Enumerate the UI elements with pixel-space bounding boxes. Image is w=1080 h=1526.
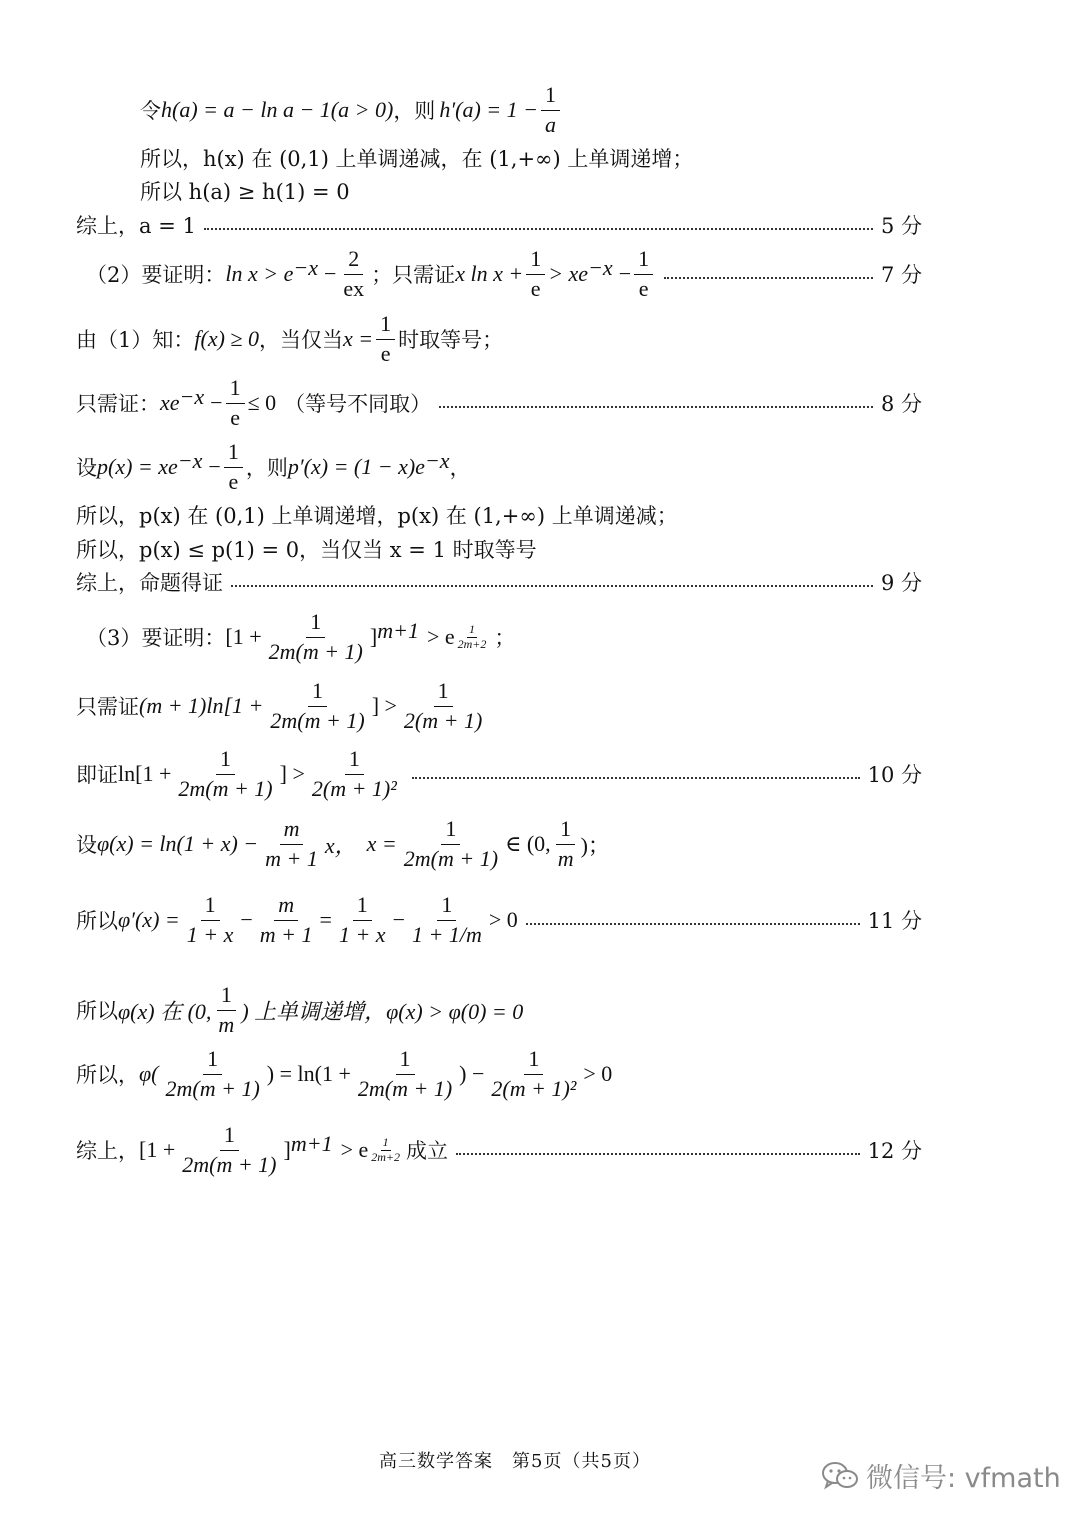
numerator: 1 xyxy=(217,983,236,1010)
watermark xyxy=(820,1456,1061,1495)
line-h-definition xyxy=(140,82,922,138)
text: 综上， xyxy=(76,1139,139,1163)
fraction xyxy=(335,893,390,946)
fraction xyxy=(178,1123,280,1176)
math: φ(x) 在 (0, xyxy=(118,998,212,1024)
math: x = xyxy=(342,326,374,351)
fraction xyxy=(308,747,401,800)
superscript: −x xyxy=(588,255,613,280)
score-label: 7 分 xyxy=(880,263,922,287)
numerator: 2 xyxy=(344,247,363,274)
math: ) = ln(1 + xyxy=(266,1061,351,1086)
text: 成立 xyxy=(406,1139,449,1163)
fraction xyxy=(376,312,395,365)
denominator: 2(m + 1) xyxy=(403,707,483,733)
text: 综上，命题得证 xyxy=(76,571,223,595)
denominator: e xyxy=(228,468,239,494)
score-label: 8 分 xyxy=(880,392,922,416)
math: − xyxy=(210,390,223,415)
exponent-fraction xyxy=(456,623,489,650)
numerator: 1 xyxy=(353,893,372,920)
text: 综上，a = 1 xyxy=(76,214,196,238)
math: > 0 xyxy=(488,907,518,932)
fraction xyxy=(408,893,486,946)
fraction xyxy=(256,893,317,946)
text: ，当仅当 xyxy=(258,328,343,352)
denominator: 2m(m + 1) xyxy=(182,1151,277,1177)
numerator: 1 xyxy=(216,747,235,774)
math: ] > xyxy=(279,761,305,786)
numerator: m xyxy=(280,817,304,844)
math: φ( xyxy=(139,1061,159,1086)
denominator: e xyxy=(230,404,240,430)
dotted-leader xyxy=(526,923,860,925)
math: ) 上单调递增，φ(x) > φ(0) = 0 xyxy=(241,998,524,1024)
math: φ(x) = ln(1 + x) − xyxy=(97,831,259,856)
text: ，则 xyxy=(245,456,288,480)
text: ；只需证 xyxy=(371,263,456,287)
text: 所以 xyxy=(76,999,118,1023)
numerator: 1 xyxy=(203,1047,222,1074)
math: [1 + xyxy=(225,624,262,649)
line-only-need-prove xyxy=(76,374,922,432)
numerator: 1 xyxy=(201,893,220,920)
superscript: m+1 xyxy=(290,1131,333,1156)
numerator: m xyxy=(274,893,298,920)
line-p-max xyxy=(76,534,922,564)
denominator: ex xyxy=(343,275,365,301)
line-conclusion-2 xyxy=(76,567,922,597)
math: − xyxy=(324,261,337,286)
math: − xyxy=(618,261,632,286)
fraction xyxy=(400,679,486,732)
fraction xyxy=(214,983,238,1036)
numerator: 1 xyxy=(441,817,460,844)
denominator: a xyxy=(544,111,556,137)
text: ，则 xyxy=(393,99,436,123)
line-part2-goal xyxy=(86,245,922,303)
math: p′(x) = (1 − x)e xyxy=(287,454,425,479)
dotted-leader xyxy=(456,1153,860,1155)
text: （等号不同取） xyxy=(284,392,432,416)
math: ) − xyxy=(459,1061,485,1086)
text: 设 xyxy=(76,456,97,480)
fraction xyxy=(541,83,560,136)
math: p(x) = xe xyxy=(97,454,178,479)
fraction xyxy=(174,747,276,800)
score-label: 10 分 xyxy=(867,763,922,787)
dotted-leader xyxy=(439,406,873,408)
superscript: m+1 xyxy=(377,618,419,643)
math: [1 + xyxy=(139,1137,176,1162)
line-conclusion-1 xyxy=(76,210,922,240)
text: 只需证 xyxy=(76,695,139,719)
math: > e xyxy=(426,624,455,649)
dotted-leader xyxy=(204,228,873,230)
math: x ln x + xyxy=(455,261,524,286)
dotted-leader xyxy=(412,777,860,779)
fraction xyxy=(226,376,245,429)
math: x = xyxy=(366,831,397,856)
text: 所以，p(x) ≤ p(1) = 0，当仅当 x = 1 时取等号 xyxy=(76,538,537,562)
fraction xyxy=(634,247,653,300)
text: 所以 h(a) ≥ h(1) = 0 xyxy=(140,180,350,204)
exponent-fraction xyxy=(369,1136,402,1163)
numerator: 1 xyxy=(226,376,245,403)
score-label: 11 分 xyxy=(867,909,922,933)
line-monotonicity-h xyxy=(140,143,922,173)
numerator: 1 xyxy=(345,747,364,774)
numerator: 1 xyxy=(396,1047,415,1074)
math: ] xyxy=(369,624,378,649)
text: 时取等号； xyxy=(398,328,504,352)
line-define-phi xyxy=(76,813,922,875)
math: ≤ 0 xyxy=(247,390,277,415)
math: h′(a) = 1 − xyxy=(439,97,538,122)
math: > e xyxy=(340,1137,369,1162)
math: − xyxy=(240,907,253,932)
page-footer: 高三数学答案 第5页（共5页） xyxy=(379,1451,651,1472)
text: （3）要证明： xyxy=(86,626,226,650)
denominator: m + 1 xyxy=(259,921,313,947)
text: ； xyxy=(494,626,516,650)
text: 即证 xyxy=(76,763,118,787)
math: ln[1 + xyxy=(118,761,172,786)
math: ] xyxy=(283,1137,291,1162)
denominator: 2(m + 1)² xyxy=(491,1075,577,1101)
denominator: e xyxy=(638,275,649,301)
numerator: 1 xyxy=(306,610,325,637)
text: 由（1）知： xyxy=(76,328,195,352)
fraction xyxy=(266,679,368,732)
line-define-p xyxy=(76,438,922,496)
fraction xyxy=(265,610,367,663)
text: 所以 xyxy=(76,909,118,933)
fraction xyxy=(554,817,578,870)
text: 只需证： xyxy=(76,392,160,416)
fraction xyxy=(224,440,243,493)
dotted-leader xyxy=(664,277,873,279)
numerator: 1 xyxy=(382,1135,389,1150)
math: ] > xyxy=(371,693,397,718)
numerator: 1 xyxy=(224,440,243,467)
numerator: 1 xyxy=(434,679,453,706)
math: h(a) = a − ln a − 1(a > 0) xyxy=(161,97,394,122)
line-part3-goal xyxy=(86,606,922,668)
dotted-leader xyxy=(231,585,873,587)
line-equivalent xyxy=(76,743,922,805)
denominator: 2m(m + 1) xyxy=(178,775,273,801)
denominator: 2m+2 xyxy=(457,636,487,651)
text: ， xyxy=(449,456,471,480)
denominator: 2m(m + 1) xyxy=(270,707,365,733)
line-phi-derivative xyxy=(76,880,922,960)
numerator: 1 xyxy=(469,622,475,637)
numerator: 1 xyxy=(376,312,395,339)
text: 所以，h(x) 在 (0,1) 上单调递减，在 (1,+∞) 上单调递增； xyxy=(140,147,694,171)
score-label: 12 分 xyxy=(867,1139,922,1163)
line-from-part1 xyxy=(76,310,922,368)
text: （2）要证明： xyxy=(86,263,226,287)
watermark-text: 微信号: vfmath xyxy=(866,1463,1061,1494)
superscript: −x xyxy=(293,255,318,280)
line-final-conclusion xyxy=(76,1118,922,1182)
math: f(x) ≥ 0 xyxy=(194,326,259,351)
denominator: 2m(m + 1) xyxy=(357,1075,453,1101)
denominator: 1 + x xyxy=(338,921,386,947)
denominator: e xyxy=(380,340,391,366)
denominator: e xyxy=(530,275,541,301)
denominator: 2m(m + 1) xyxy=(165,1075,260,1101)
math: xe xyxy=(160,390,180,415)
denominator: 2m(m + 1) xyxy=(268,638,363,664)
score-label: 9 分 xyxy=(880,571,922,595)
fraction xyxy=(339,247,368,300)
math: − xyxy=(392,907,405,932)
denominator: 2(m + 1)² xyxy=(311,775,397,801)
fraction xyxy=(400,817,502,870)
denominator: 1 + x xyxy=(186,921,234,947)
fraction xyxy=(526,247,545,300)
math: > 0 xyxy=(583,1061,613,1086)
line-phi-value xyxy=(76,1043,922,1105)
math: > xe xyxy=(548,261,589,286)
superscript: −x xyxy=(177,448,203,473)
numerator: 1 xyxy=(541,83,560,110)
fraction xyxy=(162,1047,264,1100)
math: (m + 1)ln[1 + xyxy=(139,693,264,718)
math: − xyxy=(208,454,221,479)
text: 所以，p(x) 在 (0,1) 上单调递增，p(x) 在 (1,+∞) 上单调递减； xyxy=(76,504,678,528)
numerator: 1 xyxy=(308,679,327,706)
math: = xyxy=(319,907,332,932)
fraction xyxy=(183,893,238,946)
numerator: 1 xyxy=(634,247,653,274)
fraction xyxy=(487,1047,580,1100)
superscript: −x xyxy=(179,384,205,409)
denominator: m + 1 xyxy=(265,845,318,871)
denominator: 2m+2 xyxy=(371,1149,401,1164)
line-phi-increasing xyxy=(76,980,922,1040)
numerator: 1 xyxy=(437,893,456,920)
text: 令 xyxy=(140,99,161,123)
math: x， xyxy=(324,832,357,858)
fraction xyxy=(354,1047,456,1100)
numerator: 1 xyxy=(556,817,575,844)
denominator: 1 + 1/m xyxy=(412,921,482,947)
math: ∈ (0, xyxy=(505,831,551,856)
wechat-icon xyxy=(820,1460,860,1492)
numerator: 1 xyxy=(220,1123,239,1150)
math: ln x > e xyxy=(225,261,294,286)
math: φ′(x) = xyxy=(118,907,180,932)
denominator: m xyxy=(218,1011,235,1037)
line-only-need-prove-2 xyxy=(76,675,922,737)
superscript: −x xyxy=(424,448,450,473)
line-monotonicity-p xyxy=(76,500,922,530)
line-h-min xyxy=(140,176,922,206)
text: 设 xyxy=(76,833,97,857)
denominator: 2m(m + 1) xyxy=(403,845,499,871)
numerator: 1 xyxy=(524,1047,543,1074)
numerator: 1 xyxy=(526,247,545,274)
math: )； xyxy=(580,832,610,858)
fraction xyxy=(261,817,322,870)
score-label: 5 分 xyxy=(880,214,922,238)
text: 所以， xyxy=(76,1063,139,1087)
denominator: m xyxy=(557,845,574,871)
